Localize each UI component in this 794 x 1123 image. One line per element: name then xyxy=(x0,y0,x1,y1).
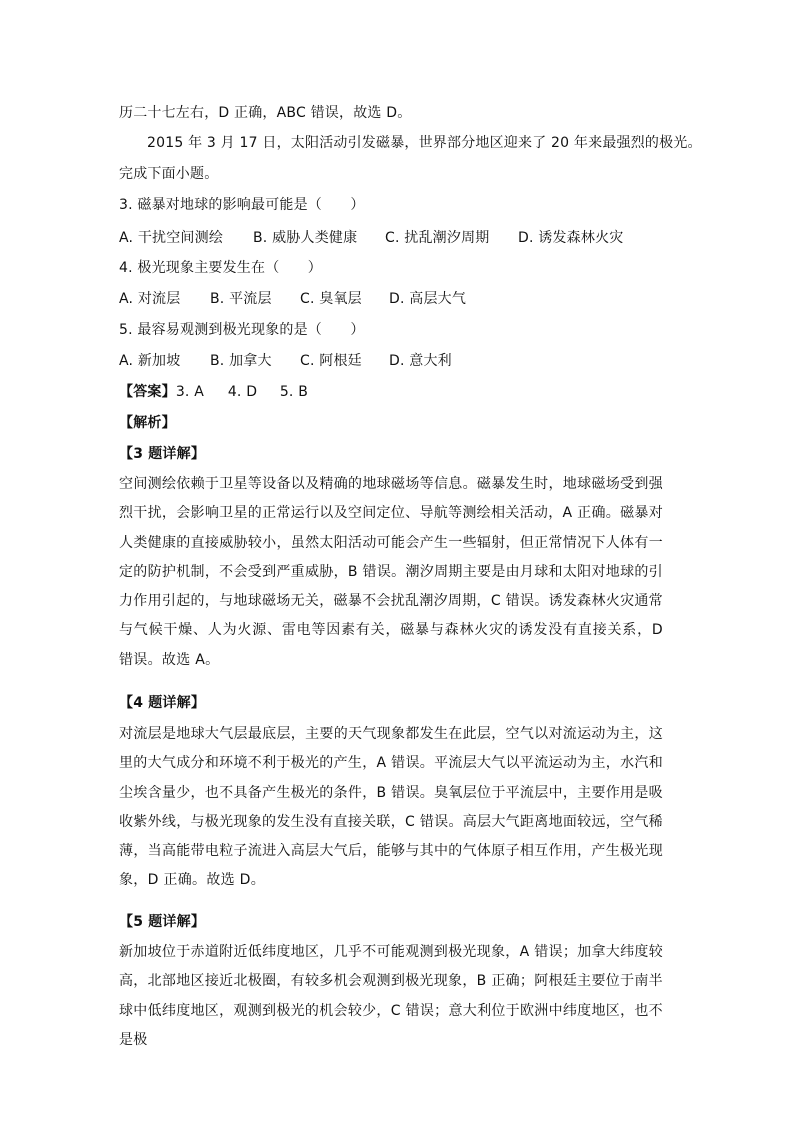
question-5-stem: 5. 最容易观测到极光现象的是（ ） xyxy=(119,322,365,338)
answer-line xyxy=(119,382,679,402)
question-4-stem: 4. 极光现象主要发生在（ ） xyxy=(119,260,323,276)
question-stem-intro: 2015 年 3 月 17 日，太阳活动引发磁暴，世界部分地区迎来了 20 年来最强烈的极光。 xyxy=(147,135,702,151)
detail-4-text: 对流层是地球大气层最底层，主要的天气现象都发生在此层，空气以对流运动为主，这里的大气成分和环境不利于极光的产生，A 错误。平流层大气以平流运动为主，水汽和尘埃含量少，也不具备产生极光的条件，B 错误。臭氧层位于平流层中，主要作用是吸收紫外线，与极光现象的发生没有直接关联，C 错误。高层大气距离地面较远，空气稀薄，当高能带电粒子流进入高层大气后，能够与其中的气体原子相互作用，产生极光现象，D 正确。故选 D。 xyxy=(119,726,663,889)
question-3-options xyxy=(119,228,679,248)
option-b: B. 平流层 xyxy=(210,291,272,307)
option-c: C. 阿根廷 xyxy=(300,353,362,369)
question-4-options xyxy=(119,289,679,309)
option-b: B. 威胁人类健康 xyxy=(253,230,358,246)
option-a: A. 新加坡 xyxy=(119,353,181,369)
detail-4-heading: 【4 题详解】 xyxy=(119,695,206,711)
answer-3: 3. A xyxy=(175,384,204,400)
option-d: D. 诱发森林火灾 xyxy=(518,230,624,246)
analysis-label: 【解析】 xyxy=(119,415,176,431)
detail-3-heading: 【3 题详解】 xyxy=(119,446,206,462)
option-b: B. 加拿大 xyxy=(210,353,272,369)
continuation-line: 历二十七左右，D 正确，ABC 错误，故选 D。 xyxy=(119,105,412,121)
detail-5-text: 新加坡位于赤道附近低纬度地区，几乎不可能观测到极光现象，A 错误；加拿大纬度较高，北部地区接近北极圈，有较多机会观测到极光现象，B 正确；阿根廷主要位于南半球中低纬度地区，观测到极光的机会较少，C 错误；意大利位于欧洲中纬度地区，也不是极 xyxy=(119,944,663,1048)
answer-4: 4. D xyxy=(227,384,258,400)
detail-3-text: 空间测绘依赖于卫星等设备以及精确的地球磁场等信息。磁暴发生时，地球磁场受到强烈干扰，会影响卫星的正常运行以及空间定位、导航等测绘相关活动，A 正确。磁暴对人类健康的直接威胁较小，虽然太阳活动可能会产生一些辐射，但正常情况下人体有一定的防护机制，不会受到严重威胁，B 错误。潮汐周期主要是由月球和太阳对地球的引力作用引起的，与地球磁场无关，磁暴不会扰乱潮汐周期，C 错误。诱发森林火灾通常与气候干燥、人为火源、雷电等因素有关，磁暴与森林火灾的诱发没有直接关系，D 错误。故选 A。 xyxy=(119,476,663,668)
option-d: D. 高层大气 xyxy=(389,291,467,307)
option-a: A. 干扰空间测绘 xyxy=(119,230,224,246)
answer-5: 5. B xyxy=(279,384,309,400)
question-stem-intro-cont: 完成下面小题。 xyxy=(119,166,219,182)
answer-label: 【答案】 xyxy=(119,384,176,400)
detail-5-heading: 【5 题详解】 xyxy=(119,914,206,930)
question-3-stem: 3. 磁暴对地球的影响最可能是（ ） xyxy=(119,197,365,213)
option-c: C. 臭氧层 xyxy=(300,291,362,307)
option-d: D. 意大利 xyxy=(389,353,452,369)
option-c: C. 扰乱潮汐周期 xyxy=(385,230,490,246)
question-5-options xyxy=(119,351,679,371)
option-a: A. 对流层 xyxy=(119,291,181,307)
